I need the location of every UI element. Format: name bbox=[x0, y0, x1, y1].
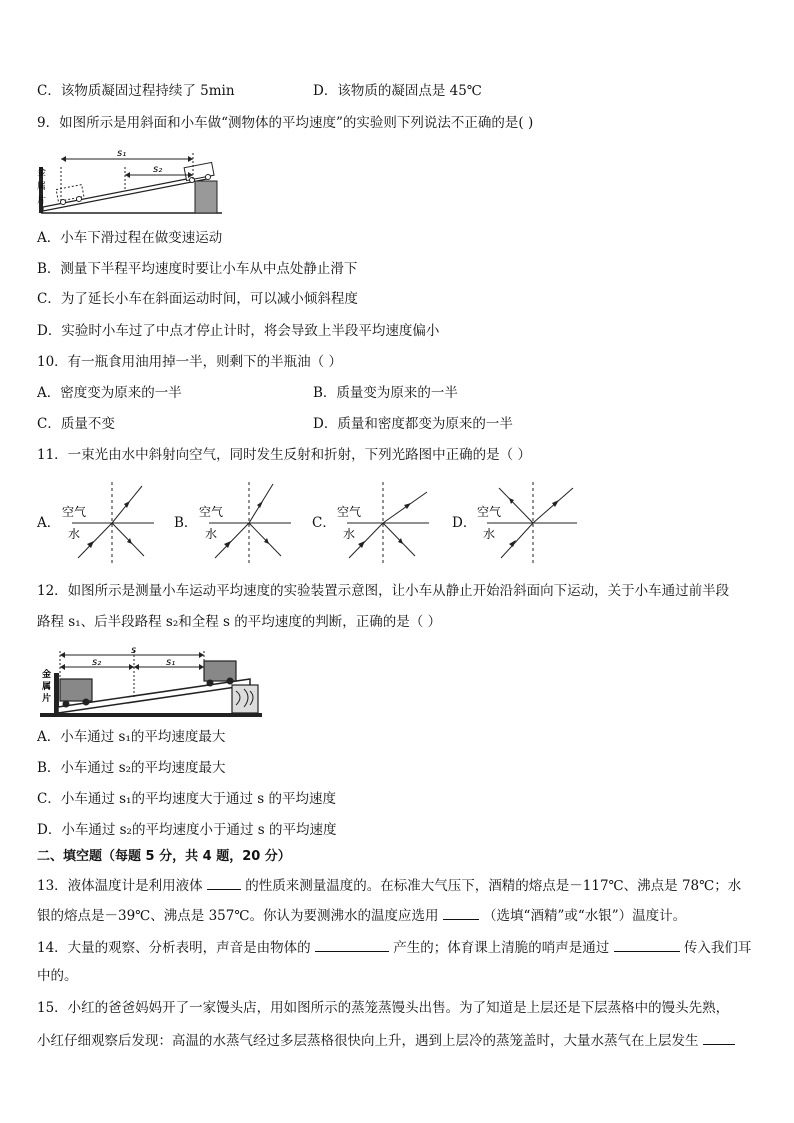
q15-line2 bbox=[37, 1030, 735, 1050]
reflected-ray bbox=[499, 488, 533, 523]
q12-option-c: C．小车通过 s₁的平均速度大于通过 s 的平均速度 bbox=[37, 791, 336, 807]
wheel bbox=[83, 699, 90, 706]
q14-text-1: 14．大量的观察、分析表明，声音是由物体的 bbox=[37, 940, 311, 956]
q11-label-a: A． bbox=[37, 515, 61, 531]
air-label: 空气 bbox=[337, 505, 362, 519]
q9-option-c: C．为了延长小车在斜面运动时间，可以减小倾斜程度 bbox=[37, 291, 358, 307]
s2-label: s₂ bbox=[153, 164, 163, 175]
q9-incline-figure bbox=[37, 145, 227, 217]
q13-text-2: 的性质来测量温度的。在标准大气压下，酒精的熔点是－117℃、沸点是 78℃；水 bbox=[245, 878, 742, 894]
q13-line2 bbox=[37, 905, 686, 925]
q12-option-d: D．小车通过 s₂的平均速度小于通过 s 的平均速度 bbox=[37, 822, 337, 838]
q11-diagram-d bbox=[473, 478, 583, 568]
q11-label-b: B． bbox=[174, 515, 198, 531]
incident-ray bbox=[215, 523, 249, 558]
wheel bbox=[63, 701, 70, 708]
wheel bbox=[207, 680, 214, 687]
q8-option-d: D．该物质的凝固点是 45℃ bbox=[313, 83, 482, 99]
q14-text-4: 中的。 bbox=[37, 968, 78, 984]
air-label: 空气 bbox=[477, 505, 502, 519]
q13-blank-2[interactable] bbox=[443, 905, 479, 920]
plate-char-2: 属 bbox=[37, 182, 47, 192]
s1-label: s₁ bbox=[166, 657, 176, 668]
q13-text-4: （选填“酒精”或“水银”）温度计。 bbox=[483, 908, 687, 924]
q10-option-c: C．质量不变 bbox=[37, 416, 115, 432]
water-label: 水 bbox=[68, 527, 81, 541]
ground bbox=[40, 713, 262, 717]
s-label: s bbox=[131, 645, 137, 656]
plate-char-3: 片 bbox=[42, 694, 52, 704]
refracted-ray bbox=[533, 488, 573, 523]
s2-label: s₂ bbox=[92, 657, 102, 668]
wheel bbox=[190, 178, 195, 183]
water-label: 水 bbox=[343, 527, 356, 541]
water-label: 水 bbox=[483, 527, 496, 541]
q12-stem-line1: 12．如图所示是测量小车运动平均速度的实验装置示意图，让小车从静止开始沿斜面向下运动，关于小车通过前半段 bbox=[37, 583, 730, 599]
q11-stem: 11．一束光由水中斜射向空气，同时发生反射和折射，下列光路图中正确的是（ ） bbox=[37, 447, 531, 463]
q9-option-b: B．测量下半程平均速度时要让小车从中点处静止滑下 bbox=[37, 261, 358, 277]
plate-char-1: 金 bbox=[37, 168, 47, 178]
q9-option-d: D．实验时小车过了中点才停止计时，将会导致上半段平均速度偏小 bbox=[37, 323, 440, 339]
q14-blank-1[interactable] bbox=[315, 937, 389, 952]
q13-line1 bbox=[37, 875, 741, 895]
q11-diagram-a bbox=[58, 478, 158, 568]
q10-stem: 10．有一瓶食用油用掉一半，则剩下的半瓶油（ ） bbox=[37, 354, 342, 370]
q9-stem: 9．如图所示是用斜面和小车做“测物体的平均速度”的实验则下列说法不正确的是( ) bbox=[37, 115, 534, 131]
s1-label: s₁ bbox=[117, 148, 127, 159]
wheel bbox=[227, 678, 234, 685]
water-label: 水 bbox=[205, 527, 218, 541]
q11-diagram-b bbox=[195, 478, 295, 568]
q14-text-2: 产生的；体育课上清脆的哨声是通过 bbox=[393, 940, 610, 956]
reflected-ray bbox=[112, 523, 144, 556]
plate-char-3: 片 bbox=[37, 196, 47, 206]
plate-char-1: 金 bbox=[42, 670, 52, 680]
q10-option-b: B．质量变为原来的一半 bbox=[313, 385, 458, 401]
plate-char-2: 属 bbox=[42, 682, 52, 692]
q13-text-1: 13．液体温度计是利用液体 bbox=[37, 878, 203, 894]
q11-label-c: C． bbox=[312, 515, 336, 531]
cart-bottom bbox=[60, 679, 92, 701]
section-heading: 二、填空题（每题 5 分，共 4 题，20 分） bbox=[37, 849, 291, 864]
refracted-ray bbox=[383, 492, 427, 523]
q13-text-3: 银的熔点是－39℃、沸点是 357℃。你认为要测沸水的温度应选用 bbox=[37, 908, 439, 924]
q12-option-b: B．小车通过 s₂的平均速度最大 bbox=[37, 760, 226, 776]
q11-diagram-c bbox=[333, 478, 433, 568]
q14-text-3: 传入我们耳 bbox=[683, 940, 752, 956]
q10-option-a: A．密度变为原来的一半 bbox=[37, 385, 182, 401]
reflected-ray bbox=[383, 523, 415, 556]
q9-option-a: A．小车下滑过程在做变速运动 bbox=[37, 230, 223, 246]
wheel bbox=[77, 197, 82, 202]
wheel bbox=[206, 175, 211, 180]
q10-option-d: D．质量和密度都变为原来的一半 bbox=[313, 416, 513, 432]
q12-stem-line2: 路程 s₁、后半段路程 s₂和全程 s 的平均速度的判断，正确的是（ ） bbox=[37, 614, 442, 630]
q12-option-a: A．小车通过 s₁的平均速度最大 bbox=[37, 729, 226, 745]
reflected-ray bbox=[249, 523, 281, 556]
support-block bbox=[195, 181, 217, 213]
q8-option-c: C．该物质凝固过程持续了 5min bbox=[37, 83, 235, 99]
air-label: 空气 bbox=[62, 505, 87, 519]
q15-blank-1[interactable] bbox=[703, 1030, 735, 1045]
q13-blank-1[interactable] bbox=[207, 875, 241, 890]
incident-ray bbox=[78, 523, 112, 558]
air-label: 空气 bbox=[199, 505, 224, 519]
wood-block bbox=[232, 685, 258, 713]
q14-blank-2[interactable] bbox=[614, 937, 680, 952]
q15-text-2: 小红仔细观察后发现：高温的水蒸气经过多层蒸格很快向上升，遇到上层冷的蒸笼盖时，大量水蒸气在上层发生 bbox=[37, 1033, 699, 1049]
q15-line1: 15．小红的爸爸妈妈开了一家馒头店，用如图所示的蒸笼蒸馒头出售。为了知道是上层还是下层蒸格中的馒头先熟， bbox=[37, 1000, 730, 1016]
q14-line1 bbox=[37, 937, 751, 957]
q12-incline-figure bbox=[38, 645, 268, 720]
incident-ray bbox=[501, 523, 533, 558]
q11-label-d: D． bbox=[452, 515, 477, 531]
